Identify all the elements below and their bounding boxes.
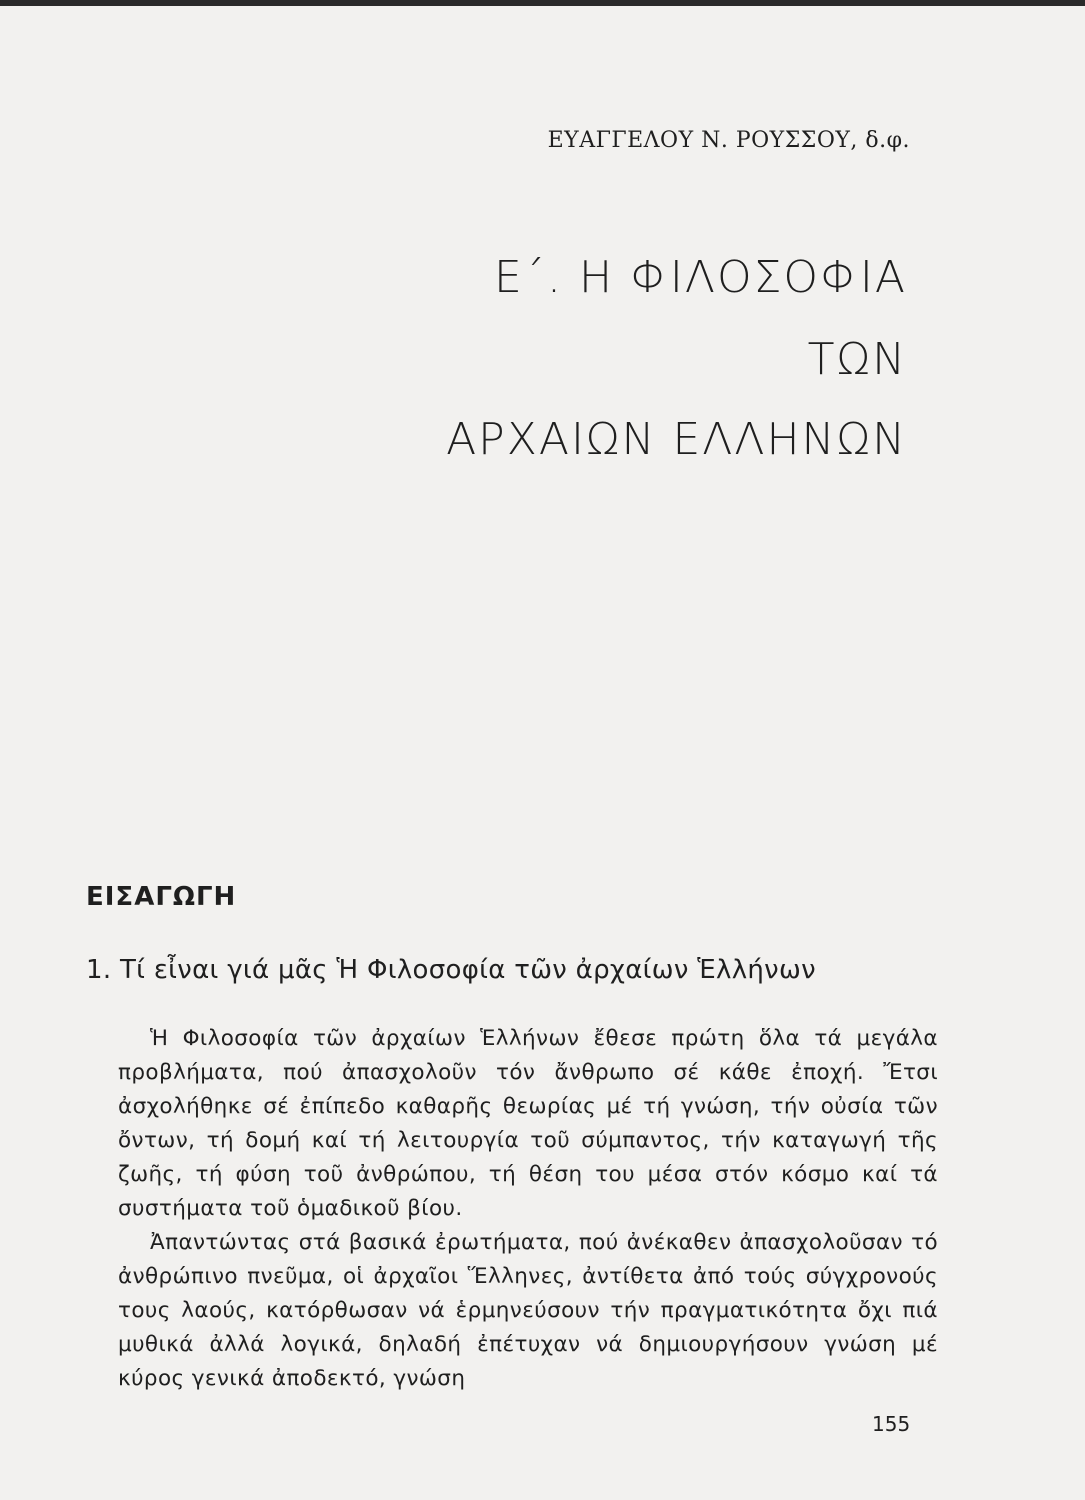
body-text [118,1022,938,1396]
section-subheading: 1. Τί εἶναι γιά μᾶς Ἡ Φιλοσοφία τῶν ἀρχαίων Ἑλλήνων [86,955,816,985]
page-number: 155 [872,1412,911,1436]
paragraph: Ἀπαντώντας στά βασικά ἐρωτήματα, πού ἀνέκαθεν ἀπασχολοῦσαν τό ἀνθρώπινο πνεῦμα, οἱ ἀρχαῖοι Ἕλληνες, ἀντίθετα ἀπό τούς σύγχρονούς τους λαούς, κατόρθωσαν νά ἑρμηνεύσουν τήν πραγματικότητα ὄχι πιά μυθικά ἀλλά λογικά, δηλαδή ἐπέτυχαν νά δημιουργήσουν γνώση μέ κύρος γενικά ἀποδεκτό, γνώση [118,1230,938,1391]
scan-top-edge [0,0,1085,6]
author-header: ΕΥΑΓΓΕΛΟΥ Ν. ΡΟΥΣΣΟΥ, δ.φ. [547,128,910,153]
paragraph: Ἡ Φιλοσοφία τῶν ἀρχαίων Ἑλλήνων ἔθεσε πρώτη ὅλα τά μεγάλα προβλήματα, πού ἀπασχολοῦν τόν ἄνθρωπο σέ κάθε ἐποχή. Ἔτσι ἀσχολήθηκε σέ ἐπίπεδο καθαρῆς θεωρίας μέ τή γνώση, τήν οὐσία τῶν ὄντων, τή δομή καί τή λειτουργία τοῦ σύμπαντος, τήν καταγωγή τῆς ζωῆς, τή φύση τοῦ ἀνθρώπου, τή θέση του μέσα στόν κόσμο καί τά συστήματα τοῦ ὁμαδικοῦ βίου. [118,1026,938,1221]
chapter-title-line-2: ΤΩΝ [807,334,907,385]
chapter-title-line-1: Ε΄. Η ΦΙΛΟΣΟΦΙΑ [493,252,907,303]
section-heading: ΕΙΣΑΓΩΓΗ [86,882,237,912]
chapter-title-line-3: ΑΡΧΑΙΩΝ ΕΛΛΗΝΩΝ [446,414,907,465]
